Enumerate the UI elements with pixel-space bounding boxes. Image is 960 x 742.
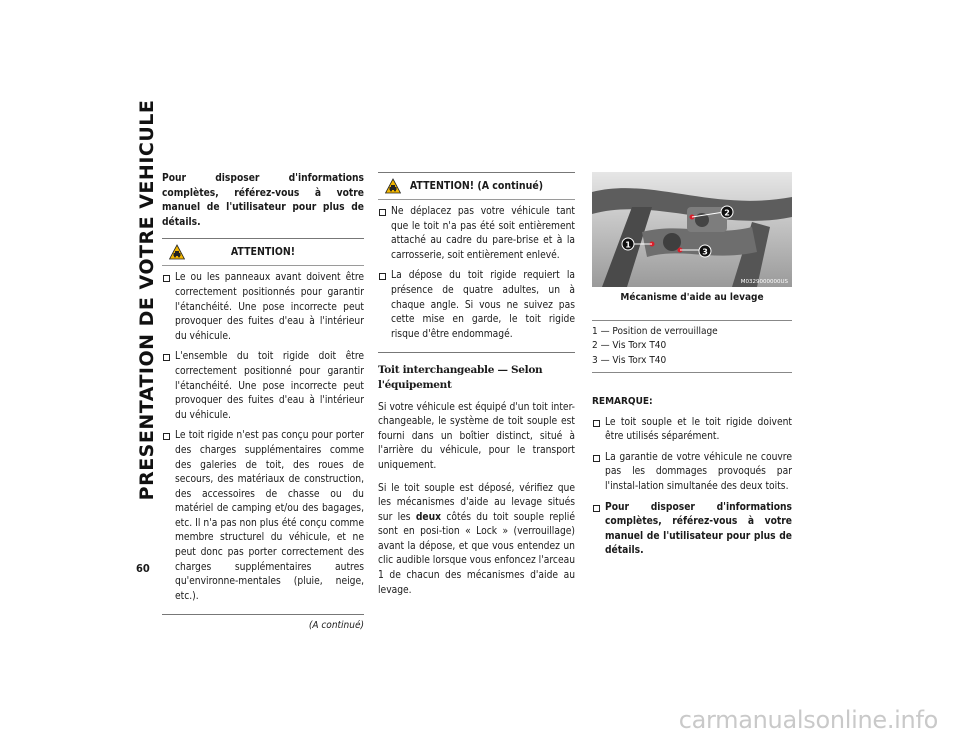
remark-item: La garantie de votre véhicule ne couvre pas les dommages provoqués par l'instal-lation simultanée des deux toits. — [592, 451, 792, 495]
warning-title: ATTENTION! — [230, 246, 296, 259]
remark-item: Le toit souple et le toit rigide doivent être utilisés séparément. — [592, 416, 792, 445]
warning-item: Le toit rigide n'est pas conçu pour porter des charges supplémentaires comme des galeries de toit, des roues de secours, des matériaux de construction, des accessoires de chasse ou du matériel de camping et/ou des bagages, etc. Il n'a pas non plus été conçu comme membre structurel du véhicule, et ne peut donc pas porter correctement des charges supplémentaires autres qu'environne-mentales (pluie, neige, etc.). — [162, 429, 364, 604]
paragraph-text: Si le toit souple est déposé, vérifiez que les mécanismes d'aide au levage situés sur les — [378, 482, 575, 523]
figure-code: M0329000000US — [740, 279, 788, 285]
paragraph-text: côtés du toit souple replié sont en posi-tion « Lock » (verrouillage) avant la dépose, et que vous entendez un clic audible lorsque vous enfoncez l'arceau 1 de chacun des mécanismes d'aide au levage. — [378, 511, 576, 596]
column-2 — [378, 172, 575, 606]
callout-label: 1 — [625, 240, 631, 250]
warning-item: Ne déplacez pas votre véhicule tant que le toit n'a pas été soit entièrement attaché au cadre du pare-brise et à la carrosserie, soit entièrement enlevé. — [378, 205, 575, 263]
watermark: carmanualsonline.info — [678, 706, 938, 734]
warning-header — [162, 239, 364, 266]
warning-item: Le ou les panneaux avant doivent être correctement positionnés pour garantir l'étanchéité. Une pose incorrecte peut provoquer des fuites d'eau à l'intérieur du véhicule. — [162, 271, 364, 344]
remark-item: Pour disposer d'informations complètes, référez-vous à votre manuel de l'utilisateur pour plus de détails. — [592, 501, 792, 559]
remark-title: REMARQUE: — [592, 396, 653, 408]
section-title-text: PRESENTATION DE VOTRE VEHICULE — [136, 99, 158, 501]
column-3 — [592, 172, 792, 565]
callout-label: 2 — [724, 208, 730, 218]
warning-header — [378, 173, 575, 200]
legend-item: 2 — Vis Torx T40 — [592, 340, 667, 352]
warning-title: ATTENTION! (A continué) — [409, 179, 544, 192]
warning-body — [162, 266, 364, 614]
warning-box-continued — [378, 172, 575, 353]
intro-note: Pour disposer d'informations complètes, référez-vous à votre manuel de l'utilisateur pour plus de détails. — [162, 173, 364, 228]
column-1 — [162, 172, 364, 634]
callout-label: 3 — [702, 247, 708, 257]
emphasis-text: deux — [415, 511, 442, 523]
continued-note: (A continué) — [308, 620, 364, 632]
lift-assist-figure — [592, 172, 792, 287]
figure-caption: Mécanisme d'aide au levage — [620, 292, 764, 303]
warning-item: L'ensemble du toit rigide doit être correctement positionné pour garantir l'étanchéité. Une pose incorrecte peut provoquer des fuites d'eau à l'intérieur du véhicule. — [162, 350, 364, 423]
page-number: 60 — [136, 562, 150, 575]
paragraph — [378, 482, 575, 599]
legend-item: 3 — Vis Torx T40 — [592, 354, 667, 366]
warning-box — [162, 238, 364, 615]
warning-item: La dépose du toit rigide requiert la présence de quatre adultes, un à chaque angle. Si vous ne suivez pas cette mise en garde, le toit rigide risque d'être endommagé. — [378, 269, 575, 342]
section-side-title — [136, 99, 158, 501]
section-heading: Toit interchangeable — Selon l'équipement — [378, 364, 543, 391]
warning-car-icon — [385, 178, 401, 194]
legend-item: 1 — Position de verrouillage — [592, 325, 718, 337]
paragraph: Si votre véhicule est équipé d'un toit inter-changeable, le système de toit souple est fourni dans un boîtier distinct, situé à l'arrière du véhicule, pour le transport uniquement. — [378, 401, 575, 471]
warning-car-icon — [169, 244, 185, 260]
lift-assist-illustration — [592, 172, 792, 287]
figure-legend — [592, 320, 792, 374]
warning-body — [378, 200, 575, 352]
